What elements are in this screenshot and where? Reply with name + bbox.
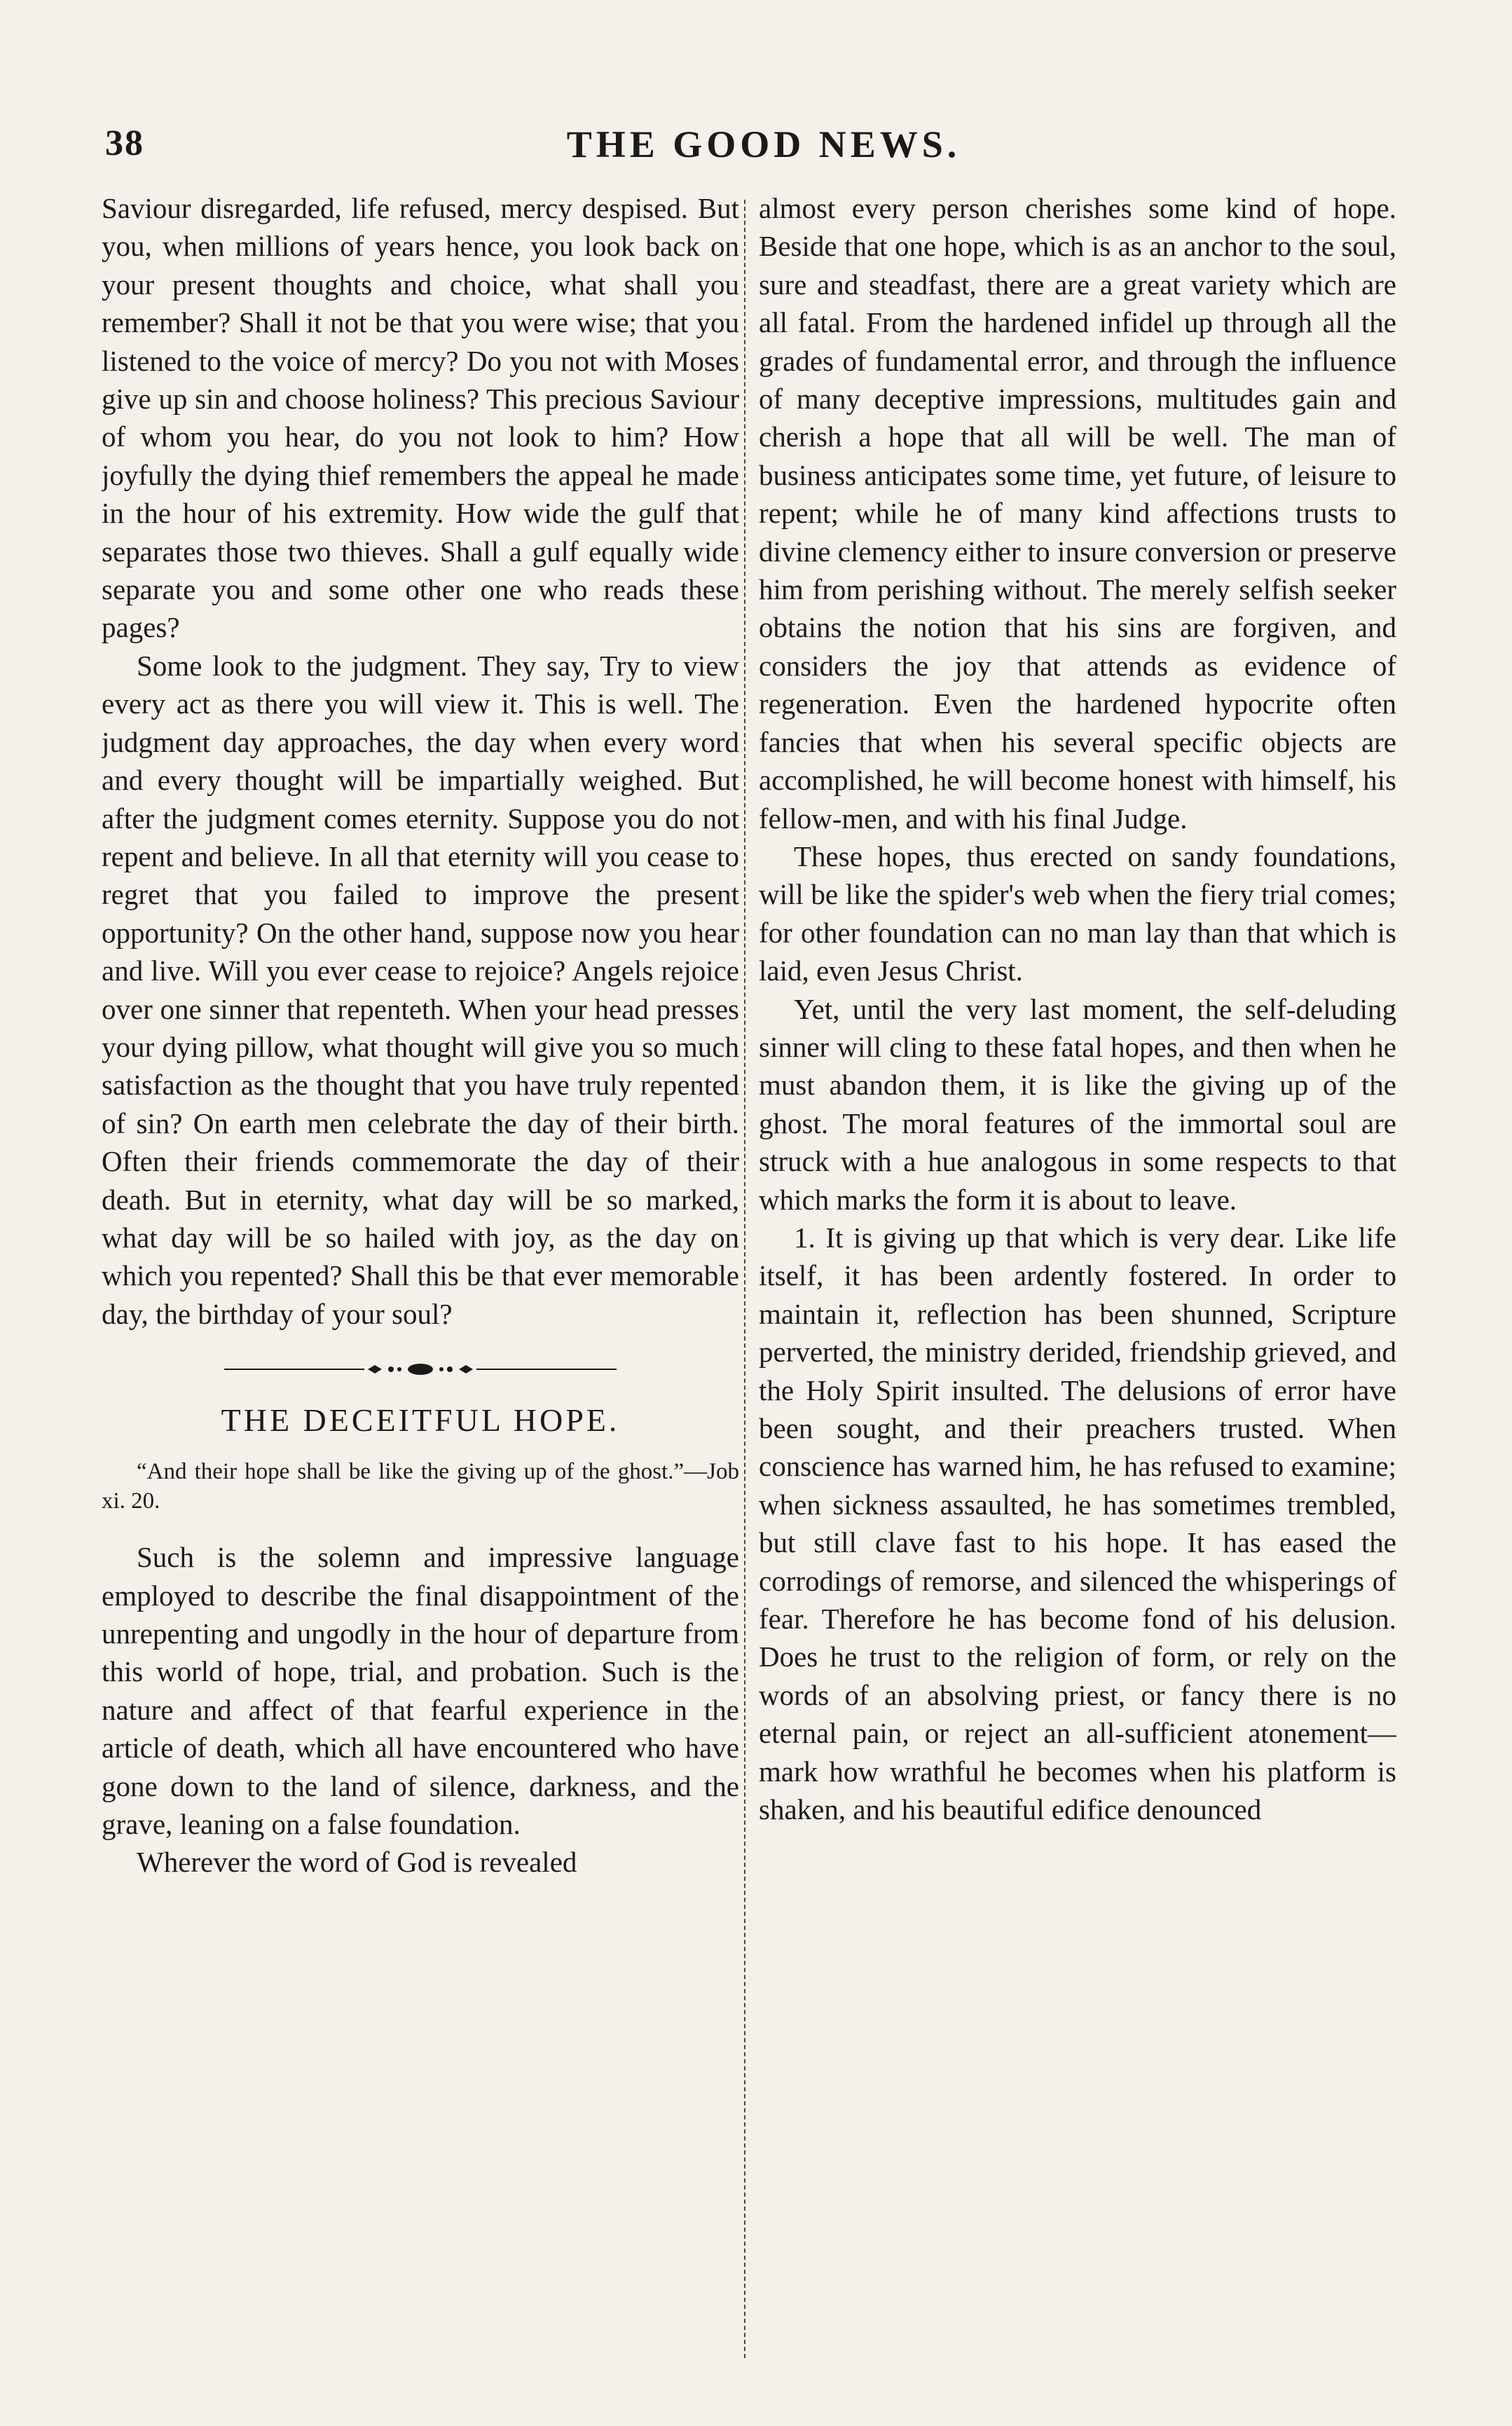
paragraph: Yet, until the very last moment, the self-deluding sinner will cling to these fatal hopes, and then when he must abandon them, it is like the giving up of the ghost. The moral features of the immortal soul are struck with a hue analogous in some respects to that which marks the form it is about to leave. [759, 992, 1396, 1216]
page-number: 38 [105, 123, 144, 163]
section-title: THE DECEITFUL HOPE. [221, 1402, 620, 1439]
paragraph: Saviour disregarded, life refused, mercy despised. But you, when millions of years hence, you look back on your present thoughts and choice, what shall you remember? Shall it not be that you were wise; that you listened to the voice of mercy? Do you not with Moses give up sin and choose holiness? This precious Saviour of whom you hear, do you not look to him? How joyfully the dying thief remembers the appeal he made in the hour of his extremity. How wide the gulf that separates those two thieves. Shall a gulf equally wide separate you and some other one who reads these pages? [102, 192, 739, 644]
paragraph: Such is the solemn and impressive language employed to describe the final disappointment of the unrepenting and ungodly in the hour of departure from this world of hope, trial, and probation. Such is the nature and affect of that fearful experience in the article of death, which all have encountered who have gone down to the land of silence, darkness, and the grave, leaning on a false foundation. [102, 1541, 739, 1841]
left-column [102, 189, 739, 2362]
page-header [105, 123, 1422, 172]
paragraph: Wherever the word of God is revealed [137, 1846, 577, 1879]
paragraph: almost every person cherishes some kind of hope. Beside that one hope, which is as an anchor to the soul, sure and steadfast, there are a great variety which are all fatal. From the hardened infidel up through all the grades of fundamental error, and through the influence of many deceptive impressions, multitudes gain and cherish a hope that all will be well. The man of business anticipates some time, yet future, of leisure to repent; while he of many kind affections trusts to divine clemency either to insure conversion or preserve him from perishing without. The merely selfish seeker obtains the notion that his sins are forgiven, and considers the joy that attends as evidence of regeneration. Even the hardened hypocrite often fancies that when his several specific objects are accomplished, he will become honest with himself, his fellow-men, and with his final Judge. [759, 192, 1396, 835]
right-column [759, 189, 1396, 2362]
paragraph: These hopes, thus erected on sandy foundations, will be like the spider's web when the fiery trial comes; for other foundation can no man lay than that which is laid, even Jesus Christ. [759, 839, 1396, 987]
column-divider [744, 200, 745, 2358]
ornamental-divider [224, 1361, 617, 1378]
paragraph: Some look to the judgment. They say, Try to view every act as there you will view it. This is well. The judgment day approaches, the day when every word and every thought will be impartially weighed. But after the judgment comes eternity. Suppose you do not repent and believe. In all that eternity will you cease to regret that you failed to improve the present opportunity? On the other hand, suppose now you hear and live. Will you ever cease to rejoice? Angels rejoice over one sinner that repenteth. When your head presses your dying pillow, what thought will give you so much satisfaction as the thought that you have truly repented of sin? On earth men celebrate the day of their birth. Often their friends commemorate the day of their death. But in eternity, what day will be so marked, what day will be so hailed with joy, as the day on which you repented? Shall this be that ever memorable day, the birthday of your soul? [102, 649, 739, 1330]
epigraph: “And their hope shall be like the giving up of the ghost.”—Job xi. 20. [102, 1459, 739, 1514]
paragraph: 1. It is giving up that which is very dear. Like life itself, it has been ardently fostered. In order to maintain it, reflection has been shunned, Scripture perverted, the ministry derided, friendship grieved, and the Holy Spirit insulted. The delusions of error have been sought, and their preachers trusted. When conscience has warned him, he has refused to examine; when sickness assaulted, he has sometimes trembled, but still clave fast to his hope. It has eased the corrodings of remorse, and silenced the whisperings of fear. Therefore he has become fond of his delusion. Does he trust to the religion of form, or rely on the words of an absolving priest, or fancy there is no eternal pain, or reject an all-sufficient atonement—mark how wrathful he becomes when his platform is shaken, and his beautiful edifice denounced [759, 1221, 1396, 1826]
running-title: THE GOOD NEWS. [566, 123, 961, 165]
